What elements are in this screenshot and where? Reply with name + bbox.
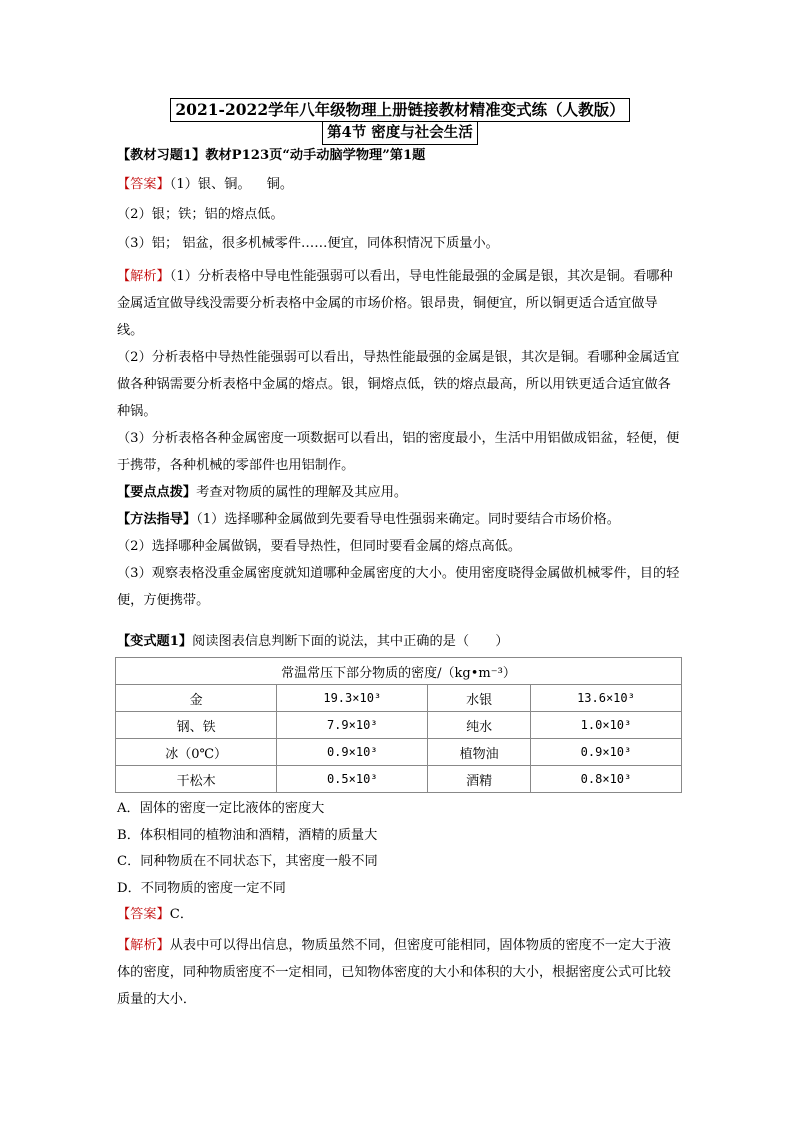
analysis-1-para-1 xyxy=(117,263,683,344)
exercise-1-text: 教材P123页“动手动脑学物理”第1题 xyxy=(205,148,426,163)
method-text-1: （1）选择哪种金属做到先要看导电性强弱来确定。同时要结合市场价格。 xyxy=(196,512,620,528)
method-para-2: （2）选择哪种金属做锅，要看导热性，但同时要看金属的熔点高低。 xyxy=(117,539,522,555)
answer-1-line-3: （3）铝； 铝盆，很多机械零件……便宜，同体积情况下质量小。 xyxy=(117,235,499,251)
answer-2-label: 【答案】 xyxy=(117,907,170,923)
analysis-1-label: 【解析】 xyxy=(117,269,170,285)
answer-1-label: 【答案】 xyxy=(117,177,170,193)
answer-2-line xyxy=(117,905,683,925)
table-row xyxy=(116,766,682,793)
answer-2-text: C． xyxy=(169,907,194,923)
exercise-1-label: 【教材习题1】 xyxy=(117,148,206,163)
option-a: A．固体的密度一定比液体的密度大 xyxy=(117,801,325,817)
method-para-3: （3）观察表格没重金属密度就知道哪种金属密度的大小。使用密度晓得金属做机械零件，目的轻便，方便携带。 xyxy=(117,566,680,609)
analysis-2-label: 【解析】 xyxy=(117,937,170,953)
method-label: 【方法指导】 xyxy=(117,512,197,528)
option-d: D．不同物质的密度一定不同 xyxy=(117,880,286,896)
table-cell: 0.8×10³ xyxy=(530,766,681,793)
keypoint-line xyxy=(117,479,683,506)
analysis-2-para xyxy=(117,932,683,1013)
analysis-1-para-2: （2）分析表格中导热性能强弱可以看出，导热性能最强的金属是银，其次是铜。看哪种金属适宜做各种锅需要分析表格中金属的熔点。银，铜熔点低，铁的熔点最高，所以用铁更适合适宜做各种锅。 xyxy=(117,350,680,420)
table-cell: 冰（0℃） xyxy=(116,739,277,766)
table-caption-row xyxy=(116,658,682,685)
table-cell: 酒精 xyxy=(428,766,531,793)
document-content xyxy=(117,96,683,1013)
variant-1-label: 【变式题1】 xyxy=(117,634,193,650)
table-cell: 金 xyxy=(116,685,277,712)
table-cell: 0.9×10³ xyxy=(277,739,428,766)
analysis-1-text-1: （1）分析表格中导电性能强弱可以看出，导电性能最强的金属是银，其次是铜。看哪种金属适宜做导线没需要分析表格中金属的市场价格。银昂贵，铜便宜，所以铜更适合适宜做导线。 xyxy=(117,269,673,339)
table-cell: 19.3×10³ xyxy=(277,685,428,712)
variant-1-text: 阅读图表信息判断下面的说法，其中正确的是（ ） xyxy=(192,634,509,650)
answer-1-part-a: （1）银、铜。 xyxy=(169,177,251,193)
option-b: B．体积相同的植物油和酒精，酒精的质量大 xyxy=(117,827,378,843)
answer-1-part-b: 铜。 xyxy=(266,177,294,193)
table-caption: 常温常压下部分物质的密度/（kg•m⁻³） xyxy=(116,658,682,685)
document-title: 2021-2022学年八年级物理上册链接教材精准变式练（人教版） xyxy=(170,98,629,122)
table-cell: 7.9×10³ xyxy=(277,712,428,739)
keypoint-text: 考查对物质的属性的理解及其应用。 xyxy=(196,485,408,501)
table-row xyxy=(116,739,682,766)
table-cell: 0.9×10³ xyxy=(530,739,681,766)
method-para-1 xyxy=(117,506,683,533)
table-cell: 1.0×10³ xyxy=(530,712,681,739)
exercise-1-heading xyxy=(117,146,683,166)
table-cell: 钢、铁 xyxy=(116,712,277,739)
density-table xyxy=(115,657,682,793)
table-cell: 植物油 xyxy=(428,739,531,766)
answer-1-line-1 xyxy=(117,175,683,195)
analysis-2-text: 从表中可以得出信息，物质虽然不同，但密度可能相同，固体物质的密度不一定大于液体的密度，同种物质密度不一定相同，已知物体密度的大小和体积的大小，根据密度公式可比较质量的大小． xyxy=(117,937,671,1007)
variant-1-heading xyxy=(117,632,683,652)
answer-1-line-2: （2）银；铁；铝的熔点低。 xyxy=(117,206,284,222)
table-cell: 纯水 xyxy=(428,712,531,739)
analysis-1-para-3: （3）分析表格各种金属密度一项数据可以看出，铝的密度最小，生活中用铝做成铝盆，轻便，便于携带，各种机械的零部件也用铝制作。 xyxy=(117,431,680,474)
keypoint-label: 【要点点拨】 xyxy=(117,485,197,501)
table-row xyxy=(116,685,682,712)
title-block xyxy=(117,96,683,145)
table-cell: 0.5×10³ xyxy=(277,766,428,793)
table-cell: 干松木 xyxy=(116,766,277,793)
table-row xyxy=(116,712,682,739)
option-c: C．同种物质在不同状态下，其密度一般不同 xyxy=(117,854,378,870)
section-title: 第4节 密度与社会生活 xyxy=(322,122,478,145)
table-cell: 13.6×10³ xyxy=(530,685,681,712)
table-cell: 水银 xyxy=(428,685,531,712)
